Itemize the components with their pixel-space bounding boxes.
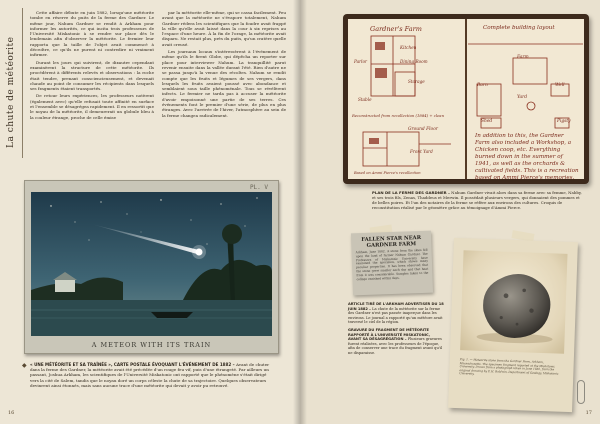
building-label: Farm xyxy=(517,55,529,60)
room-label: Stable xyxy=(358,97,372,102)
room-label: Kitchen xyxy=(400,45,417,50)
room-label: Dining Room xyxy=(400,59,428,64)
paragraph: Cette affaire débute en juin 1882, lorsqu'une météorite tombe en réserve du puits de la ferme des Gardner. Le même jour, Nahum Gardner se rendit à Arkham pour informer les autorités, ce qui incita trois professeurs de l'Université Miskatonic à se rendre sur place dès le lendemain afin d'observer la météorite. Le fermier leur rapporta que la taille de l'objet avait commencé à décroître, ce qu'ils ne purent ni contredire ni vraiment infirmer. xyxy=(30,10,154,58)
rowboat xyxy=(151,312,193,318)
caption-text: Plusieurs gravures furent réalisées, avec les professeurs de l'époque, afin de conserver une trace du fragment avant qu'il ne disparaisse. xyxy=(348,337,443,355)
caption-lead: PLAN DE LA FERME DES GARDNER – xyxy=(372,190,450,195)
floor-label: Ground Floor xyxy=(408,127,438,132)
page-number-left: 16 xyxy=(8,410,15,416)
paragraph: par la météorite elle-même, qui se cassa facilement. Peu avant que la météorite ne s'évapore totalement, Nahum Gardner rédera les scientifiques que la foudre avait frappé la ville qu'elle avait laissé dans la cour à six reprises au l'espace d'une heure. À la fin de l'orage, la météorite avait disparu. Ne restait plus, près du puits, qu'un cratère quelle avait creusé. xyxy=(162,10,286,47)
building-label: Shed xyxy=(481,119,493,124)
caption-lead: ARTICLE TIRÉ DE L'ARKHAM ADVERTISER DU 18 JUIN 1882 – xyxy=(348,302,444,311)
farm-plan-sketch xyxy=(343,14,589,184)
notebook-caption xyxy=(372,190,582,210)
room-label: Storage xyxy=(408,79,425,84)
recollection-note: Based on Ammi Pierce's recollection xyxy=(354,171,421,175)
page-number-right: 17 xyxy=(585,410,592,416)
plate-label: PL. V xyxy=(249,184,268,191)
notebook-right-title: Complete building layout xyxy=(483,25,555,31)
painting-title: A METEOR WITH ITS TRAIN xyxy=(91,341,212,349)
chapter-title: La chute de météorite xyxy=(6,36,16,148)
notebook-farm-plan xyxy=(343,14,589,184)
caption-lead: GRAVURE DU FRAGMENT DE MÉTÉORITE RAPPORTÉ À L'UNIVERSITÉ MISKATONIC, AVANT SA DÉSAGRÉGATION – xyxy=(348,327,431,342)
painting-caption xyxy=(30,362,270,388)
room-label: Parlor xyxy=(354,59,367,64)
room-label: Front Yard xyxy=(410,149,433,154)
caption-text: Nahum Gardner vivait alors dans sa ferme avec sa femme, Nabby, et ses trois fils, Zenas, Thaddeus et Merwin. Il possédait plusieurs vergers, qui donnaient des pommes et de belles poires. Et l'un des notaires de la ferme se réfère aux environs des cultures. Croquis de reconstitution réalisé par le géomètre grâce au témoignage d'Ammi Pierce. xyxy=(372,190,582,210)
paragraph: Les journaux locaux s'intéressèrent à l'événement de même qu'ils le firent Globe, qui dépêcha un reporter sur place pour interviewer Nahum. La tranquillité parut revenir ensuite dans la vallée durant l'été. Rien d'autre ne se passa jusqu'à la venue des récoltes. Nahum se rendit compte que les fruits et légumes de ses vergers, dans lesquels les fruits avaient poussé avec abondance et semblaient sous taille phénoménale. Tous se révélèrent infects. Le fermier ne tarda pas à accuser la météorite d'avoir empoisonné une partie de ses terres. Ces événements font le premier d'une série, de plus en plus étranges. Avec l'arrivée de l'hiver, l'atmosphère au sein de la ferme changea radicalement. xyxy=(162,49,286,118)
clipping-headline: FALLEN STAR NEAR GARDNER FARM xyxy=(361,234,422,249)
body-column-1 xyxy=(30,10,154,178)
chapter-tab xyxy=(4,8,23,158)
book-gutter xyxy=(293,0,307,424)
caption-paragraph xyxy=(348,302,444,325)
photo-frame xyxy=(460,250,567,354)
caption-text: Avant de chuter dans la ferme des Gardner, la météorite avait été précédée d'un rouge feu vif, puis d'une étrangeté. Par ailleurs un passant, Joshua Arkham, les scientifiques de l'Université Miskatonic ont rapporté que le phénomène s'était dirigé vers la cité de Salem, tandis que le noyau doré un corps céleste la chute de sa trajectoire. Quelques observateurs devinrent ainsi étonnés, mais sans aucune trace d'une météorite qui devait y avoir pu retrouvé. xyxy=(30,362,270,388)
caption-lead: « UNE MÉTÉORITE ET SA TRAÎNÉE », CARTE POSTALE ÉVOQUANT L'ÉVÉNEMENT DE 1882 – xyxy=(30,362,235,367)
paperclip-icon xyxy=(577,380,585,404)
building-label: Pigsty xyxy=(557,119,571,124)
diamond-icon: ◆ xyxy=(22,362,27,369)
meteor-painting xyxy=(24,180,279,354)
meteor-night-scene xyxy=(31,192,272,336)
paragraph: De retour leurs expériences, les professeurs notèrent (également avec) qu'elle refusait toute affinité en surface et l'ensemble se désagrégea rapidement. Il en ressortit que le noyau de la météorite, il demeurerait un globule bleu à la couleur étrange, proche de celle émise xyxy=(30,93,154,120)
building-label: Well xyxy=(555,83,565,88)
paragraph: Durant les jours qui suivirent, de dixautre cependant examinèrent la structure de cette météorite. Ils procédèrent à différents relevés et observations : la roche était tendre, prenant consciencieusement, et devenait chaude au point de consumer les récipients dans lesquels ses fragments étaient transportés. xyxy=(30,59,154,92)
building-label: Yard xyxy=(517,95,528,100)
reconstruction-note: Reconstructed from recollection (1884) + clean xyxy=(352,113,445,118)
building-label: Barn xyxy=(477,83,488,88)
meteorite-rock xyxy=(460,250,567,354)
house xyxy=(55,280,75,292)
clipping-body: Arkham, June 1882. A stone from the skies fell upon the land of farmer Nahum Gardner. The Professors of Miskatonic University have examined the specimen, which shows many peculiar properties. It has been observed that the stone grew smaller each day and that heat from it was considerable. Samples taken to the college vanished within days. xyxy=(355,247,429,281)
notebook-note: In addition to this, the Gardner Farm also included a Workshop, a Chicken coop, etc. Everything burned down in the summer of 1941, as well as the orchards & cultivated fields. This is a recreation based on Ammi Pierce's memories. xyxy=(475,133,579,181)
body-column-2 xyxy=(162,10,286,178)
clipping-captions xyxy=(348,302,444,359)
notebook-left-title: Gardner's Farm xyxy=(370,25,422,33)
caption-paragraph xyxy=(348,328,444,356)
caption-text: La chute de la météorite sur la ferme des Gardner n'est pas passée inaperçue dans les environs. Le journal a rapporté qu'un météore avait traversé le ciel de la région. xyxy=(348,306,443,325)
meteorite-photo xyxy=(448,238,578,412)
photo-caption: Fig. 1. — Meteorite stone from the Gardner Farm, Arkham, Massachusetts. The specimen fragment reported at the Miskatonic University. Drawn from a photograph taken in June 1882, from the original drawing by E.H. Baldwin, Department of Geology, Miskatonic University. xyxy=(459,357,559,377)
newspaper-clipping xyxy=(351,231,433,296)
